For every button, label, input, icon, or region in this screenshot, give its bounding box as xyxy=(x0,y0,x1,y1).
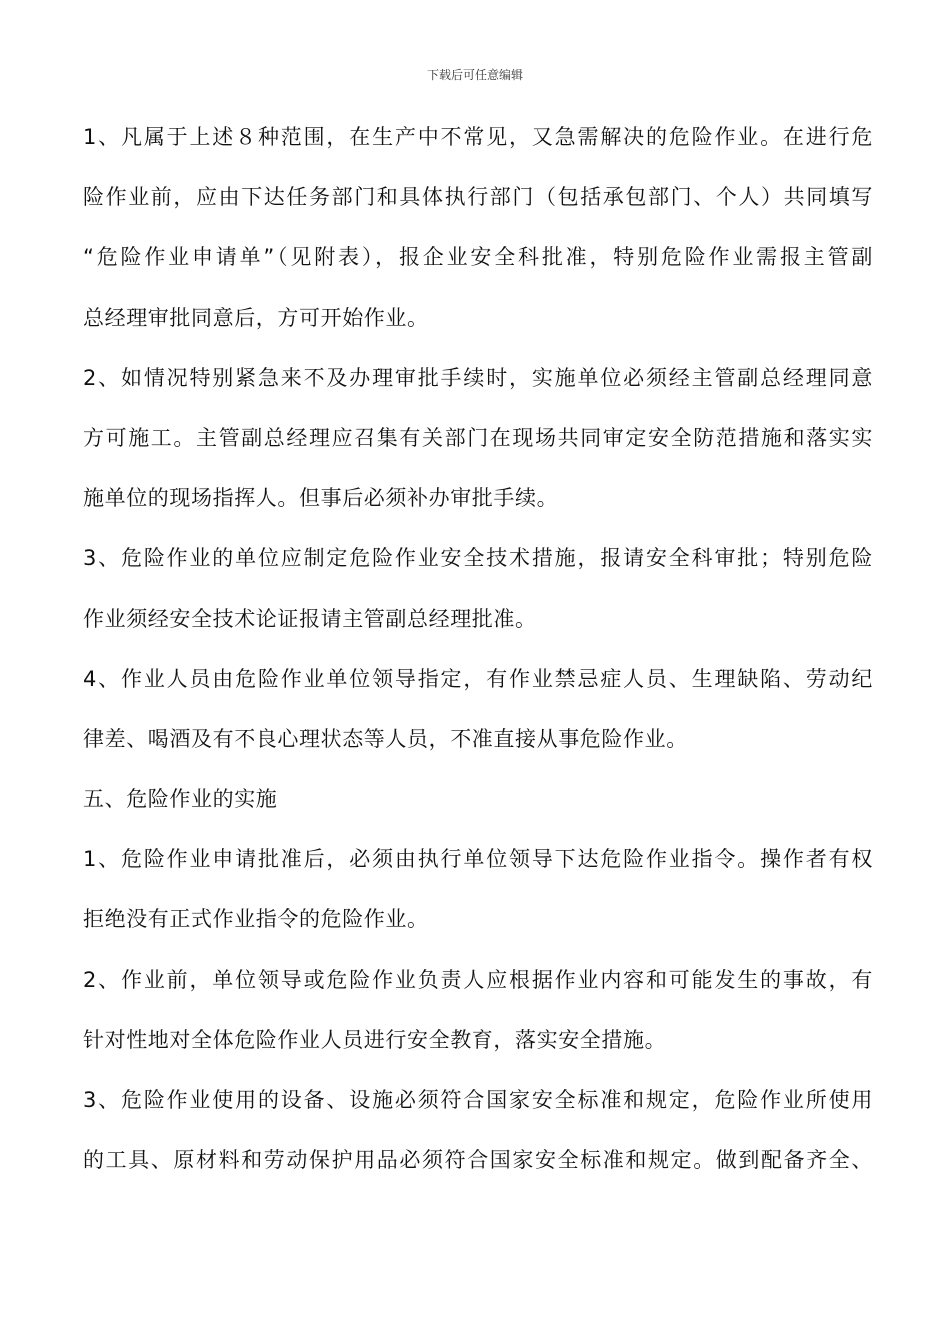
text-line: 1、凡属于上述８种范围，在生产中不常见，又急需解决的危险作业。在进行危 xyxy=(83,125,873,149)
text-line: 拒绝没有正式作业指令的危险作业。 xyxy=(83,907,429,932)
text-line: 针对性地对全体危险作业人员进行安全教育，落实安全措施。 xyxy=(83,1027,667,1052)
text-line: 2、如情况特别紧急来不及办理审批手续时，实施单位必须经主管副总经理同意 xyxy=(83,365,873,390)
text-line: 4、作业人员由危险作业单位领导指定，有作业禁忌症人员、生理缺陷、劳动纪 xyxy=(83,666,873,691)
text-line: 1、危险作业申请批准后，必须由执行单位领导下达危险作业指令。操作者有权 xyxy=(83,847,873,872)
text-line: 律差、喝酒及有不良心理状态等人员，不准直接从事危险作业。 xyxy=(83,726,688,751)
section-heading: 五、危险作业的实施 xyxy=(83,787,278,812)
text-line: “危险作业申请单”（见附表），报企业安全科批准，特别危险作业需报主管副 xyxy=(83,245,873,270)
text-line: 方可施工。主管副总经理应召集有关部门在现场共同审定安全防范措施和落实实 xyxy=(83,425,873,450)
page-header: 下载后可任意编辑 xyxy=(426,68,523,82)
text-line: 作业须经安全技术论证报请主管副总经理批准。 xyxy=(83,606,537,631)
text-line: 的工具、原材料和劳动保护用品必须符合国家安全标准和规定。做到配备齐全、 xyxy=(83,1148,873,1173)
text-line: 总经理审批同意后，方可开始作业。 xyxy=(83,305,429,330)
text-line: 3、危险作业使用的设备、设施必须符合国家安全标准和规定，危险作业所使用 xyxy=(83,1088,873,1112)
text-line: 3、危险作业的单位应制定危险作业安全技术措施，报请安全科审批；特别危险 xyxy=(83,546,873,571)
text-line: 施单位的现场指挥人。但事后必须补办审批手续。 xyxy=(83,486,559,511)
text-line: 2、作业前，单位领导或危险作业负责人应根据作业内容和可能发生的事故，有 xyxy=(83,967,873,992)
document-body xyxy=(83,113,873,1196)
text-line: 险作业前，应由下达任务部门和具体执行部门（包括承包部门、个人）共同填写 xyxy=(83,185,873,210)
